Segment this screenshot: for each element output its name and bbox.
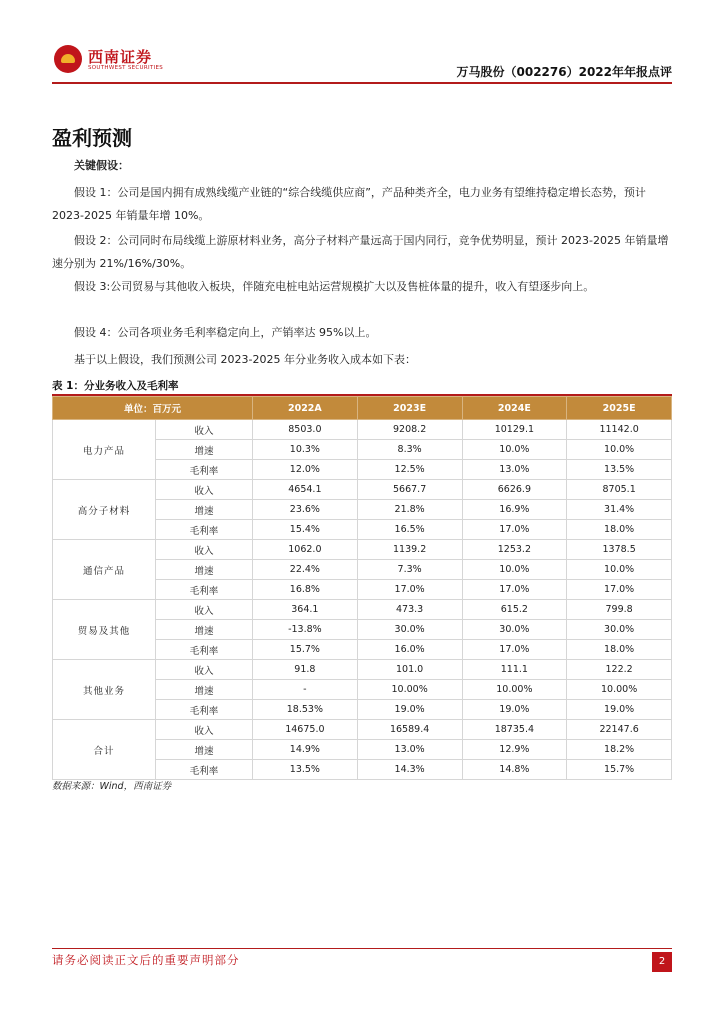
value-cell: 13.0% [462, 460, 567, 480]
year-header: 2023E [357, 397, 462, 420]
value-cell: 13.0% [357, 740, 462, 760]
metric-label: 毛利率 [156, 460, 253, 480]
segment-name: 高分子材料 [53, 480, 156, 540]
segment-name: 合计 [53, 720, 156, 780]
metric-label: 增速 [156, 680, 253, 700]
metric-label: 增速 [156, 500, 253, 520]
value-cell: 364.1 [253, 600, 358, 620]
metric-label: 收入 [156, 720, 253, 740]
metric-label: 收入 [156, 540, 253, 560]
year-header: 2022A [253, 397, 358, 420]
footer-disclaimer: 请务必阅读正文后的重要声明部分 [52, 953, 240, 967]
metric-label: 增速 [156, 740, 253, 760]
segment-name: 贸易及其他 [53, 600, 156, 660]
value-cell: 5667.7 [357, 480, 462, 500]
value-cell: 10.00% [462, 680, 567, 700]
logo-icon [54, 45, 82, 73]
value-cell: 14.3% [357, 760, 462, 780]
value-cell: 8.3% [357, 440, 462, 460]
value-cell: 4654.1 [253, 480, 358, 500]
value-cell: 14675.0 [253, 720, 358, 740]
key-assumptions-label: 关键假设： [74, 159, 129, 172]
footer-divider [52, 948, 672, 949]
value-cell: 1253.2 [462, 540, 567, 560]
table-row [53, 480, 672, 500]
table-header-row [53, 397, 672, 420]
value-cell: 615.2 [462, 600, 567, 620]
value-cell: 17.0% [567, 580, 672, 600]
page-header [52, 38, 672, 82]
value-cell: 18.0% [567, 520, 672, 540]
value-cell: 15.7% [253, 640, 358, 660]
value-cell: 18.0% [567, 640, 672, 660]
table-body [53, 420, 672, 780]
value-cell: 18735.4 [462, 720, 567, 740]
value-cell: 16.0% [357, 640, 462, 660]
value-cell: 10.0% [567, 440, 672, 460]
value-cell: 10.00% [357, 680, 462, 700]
value-cell: 23.6% [253, 500, 358, 520]
value-cell: 19.0% [567, 700, 672, 720]
value-cell: 10129.1 [462, 420, 567, 440]
value-cell: 13.5% [253, 760, 358, 780]
value-cell: 16.5% [357, 520, 462, 540]
value-cell: 12.0% [253, 460, 358, 480]
segment-name: 通信产品 [53, 540, 156, 600]
logo-text: 西南证券 [88, 48, 153, 66]
value-cell: 10.0% [462, 560, 567, 580]
value-cell: 7.3% [357, 560, 462, 580]
assumption-3: 假设 3:公司贸易与其他收入板块，伴随充电桩电站运营规模扩大以及售桩体量的提升，收入有望逐步向上。 [74, 280, 595, 293]
value-cell: 14.8% [462, 760, 567, 780]
table-row [53, 540, 672, 560]
assumption-1: 假设 1：公司是国内拥有成熟线缆产业链的“综合线缆供应商”，产品种类齐全，电力业务有望维持稳定增长态势，预计 2023-2025 年销量年增 10%。 [52, 186, 646, 222]
value-cell: 1378.5 [567, 540, 672, 560]
table-row [53, 720, 672, 740]
value-cell: 18.53% [253, 700, 358, 720]
table-row [53, 660, 672, 680]
company-logo [52, 40, 162, 78]
value-cell: 12.5% [357, 460, 462, 480]
value-cell: 15.7% [567, 760, 672, 780]
value-cell: 17.0% [462, 520, 567, 540]
year-header: 2025E [567, 397, 672, 420]
value-cell: 6626.9 [462, 480, 567, 500]
page-number: 2 [652, 952, 672, 972]
value-cell: 31.4% [567, 500, 672, 520]
metric-label: 增速 [156, 440, 253, 460]
table-row [53, 420, 672, 440]
value-cell: 17.0% [357, 580, 462, 600]
section-title: 盈利预测 [52, 126, 132, 150]
value-cell: 15.4% [253, 520, 358, 540]
metric-label: 收入 [156, 480, 253, 500]
metric-label: 增速 [156, 560, 253, 580]
unit-header: 单位：百万元 [53, 397, 253, 420]
value-cell: 12.9% [462, 740, 567, 760]
value-cell: 11142.0 [567, 420, 672, 440]
value-cell: 8705.1 [567, 480, 672, 500]
metric-label: 毛利率 [156, 520, 253, 540]
value-cell: 473.3 [357, 600, 462, 620]
value-cell: 17.0% [462, 580, 567, 600]
value-cell: 19.0% [462, 700, 567, 720]
metric-label: 毛利率 [156, 640, 253, 660]
segment-name: 其他业务 [53, 660, 156, 720]
table-title: 表 1：分业务收入及毛利率 [52, 380, 179, 392]
value-cell: 9208.2 [357, 420, 462, 440]
value-cell: 111.1 [462, 660, 567, 680]
metric-label: 收入 [156, 600, 253, 620]
value-cell: 10.0% [462, 440, 567, 460]
value-cell: - [253, 680, 358, 700]
value-cell: 21.8% [357, 500, 462, 520]
header-divider [52, 82, 672, 84]
assumption-2: 假设 2：公司同时布局线缆上游原材料业务，高分子材料产量远高于国内同行，竞争优势明显，预计 2023-2025 年销量增速分别为 21%/16%/30%。 [52, 234, 669, 270]
metric-label: 毛利率 [156, 580, 253, 600]
value-cell: 30.0% [567, 620, 672, 640]
value-cell: 122.2 [567, 660, 672, 680]
value-cell: 16589.4 [357, 720, 462, 740]
value-cell: 30.0% [357, 620, 462, 640]
value-cell: 8503.0 [253, 420, 358, 440]
value-cell: 19.0% [357, 700, 462, 720]
value-cell: 13.5% [567, 460, 672, 480]
segment-name: 电力产品 [53, 420, 156, 480]
table-row [53, 600, 672, 620]
value-cell: 30.0% [462, 620, 567, 640]
metric-label: 增速 [156, 620, 253, 640]
data-source: 数据来源：Wind，西南证券 [52, 781, 172, 792]
value-cell: 10.3% [253, 440, 358, 460]
value-cell: 799.8 [567, 600, 672, 620]
metric-label: 收入 [156, 420, 253, 440]
value-cell: 10.0% [567, 560, 672, 580]
value-cell: 101.0 [357, 660, 462, 680]
report-title: 万马股份（002276）2022年年报点评 [456, 65, 672, 79]
forecast-intro: 基于以上假设，我们预测公司 2023-2025 年分业务收入成本如下表： [74, 353, 416, 366]
value-cell: 91.8 [253, 660, 358, 680]
value-cell: 18.2% [567, 740, 672, 760]
metric-label: 收入 [156, 660, 253, 680]
value-cell: -13.8% [253, 620, 358, 640]
value-cell: 22147.6 [567, 720, 672, 740]
assumption-4: 假设 4：公司各项业务毛利率稳定向上，产销率达 95%以上。 [74, 326, 377, 339]
value-cell: 16.9% [462, 500, 567, 520]
value-cell: 17.0% [462, 640, 567, 660]
metric-label: 毛利率 [156, 760, 253, 780]
year-header: 2024E [462, 397, 567, 420]
value-cell: 16.8% [253, 580, 358, 600]
value-cell: 10.00% [567, 680, 672, 700]
value-cell: 14.9% [253, 740, 358, 760]
value-cell: 1139.2 [357, 540, 462, 560]
logo-subtext: SOUTHWEST SECURITIES [88, 65, 164, 71]
value-cell: 22.4% [253, 560, 358, 580]
value-cell: 1062.0 [253, 540, 358, 560]
revenue-margin-table [52, 396, 672, 780]
metric-label: 毛利率 [156, 700, 253, 720]
